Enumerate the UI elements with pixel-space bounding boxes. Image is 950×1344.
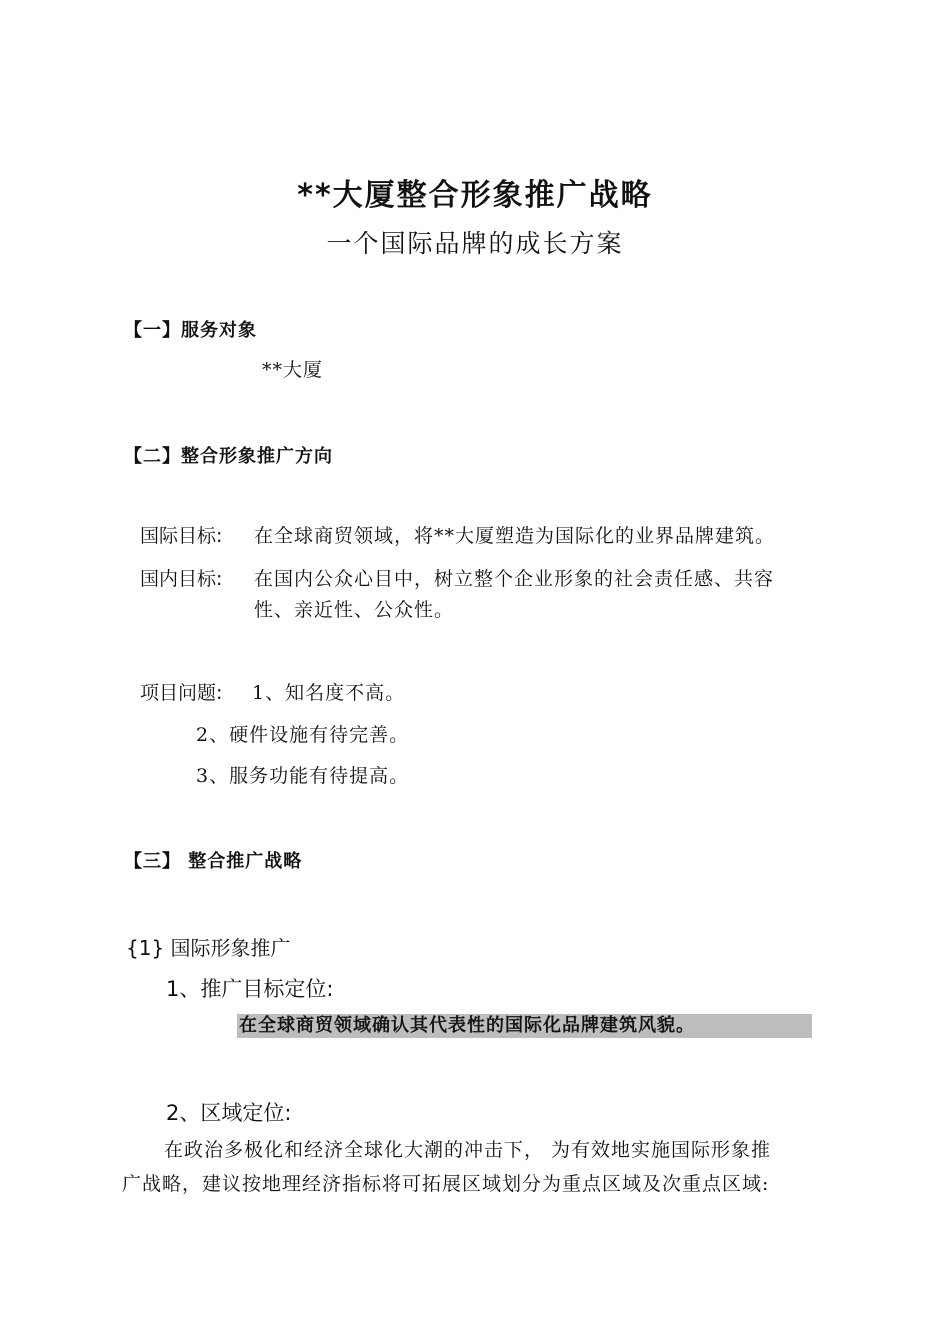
project-issues-label: 项目问题: (140, 682, 223, 704)
target-positioning-heading: 1、推广目标定位: (166, 977, 334, 1001)
domestic-goal-label: 国内目标: (140, 568, 223, 590)
regional-paragraph-line-2: 广战略，建议按地理经济指标将可拓展区域划分为重点区域及次重点区域: (122, 1173, 770, 1195)
document-subtitle: 一个国际品牌的成长方案 (326, 229, 624, 258)
international-promotion-heading: {1} 国际形象推广 (126, 936, 291, 960)
regional-positioning-heading: 2、区域定位: (166, 1101, 292, 1125)
domestic-goal-text-line-2: 性、亲近性、公众性。 (254, 599, 455, 621)
international-goal-label: 国际目标: (140, 525, 223, 547)
project-issue-2: 2、硬件设施有待完善。 (196, 724, 410, 746)
regional-paragraph-line-1: 在政治多极化和经济全球化大潮的冲击下， 为有效地实施国际形象推 (164, 1139, 772, 1161)
document-title: **大厦整合形象推广战略 (297, 178, 653, 213)
section-1-heading: 【一】服务对象 (124, 320, 257, 341)
project-issue-3: 3、服务功能有待提高。 (196, 765, 410, 787)
section-2-heading: 【二】整合形象推广方向 (124, 446, 333, 467)
service-target-text: **大厦 (262, 359, 324, 381)
domestic-goal-text-line-1: 在国内公众心目中，树立整个企业形象的社会责任感、共容 (254, 568, 775, 590)
target-positioning-highlight: 在全球商贸领域确认其代表性的国际化品牌建筑风貌。 (237, 1014, 812, 1038)
project-issue-1: 1、知名度不高。 (252, 682, 406, 704)
international-goal-text: 在全球商贸领域，将**大厦塑造为国际化的业界品牌建筑。 (254, 525, 776, 547)
section-3-heading: 【三】 整合推广战略 (124, 851, 303, 872)
